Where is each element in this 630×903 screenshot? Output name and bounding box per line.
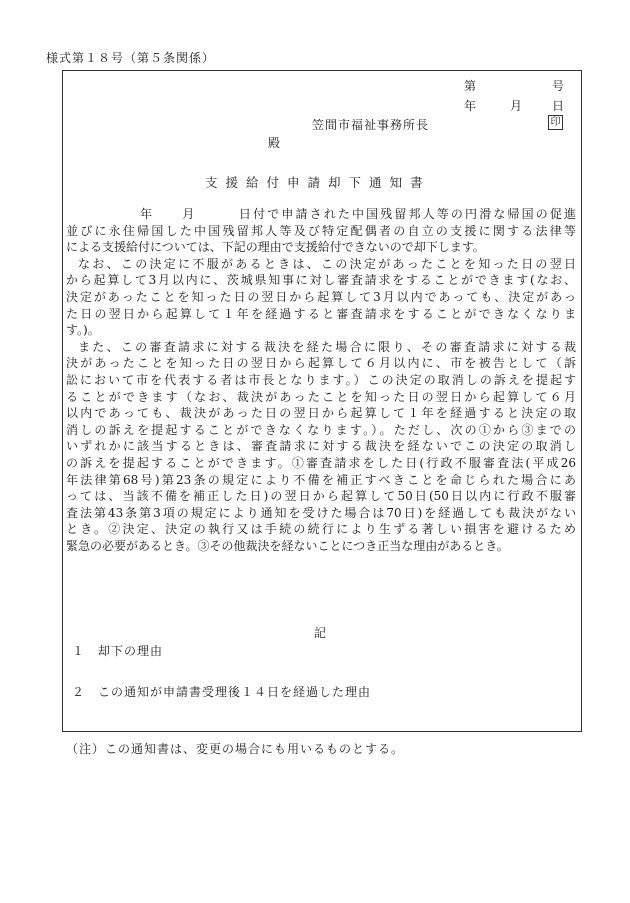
body-line: とき。②決定、決定の執行又は手続の続行により生ずる著しい損害を避けるため <box>66 522 576 537</box>
body-line: っては、当該不備を補正した日)の翌日から起算して50日(50日以内に行政不服審 <box>66 489 576 504</box>
notice-body <box>66 206 576 554</box>
body-line: 決定があったことを知った日の翌日から起算して3月以内であっても、決定があっ <box>66 289 576 304</box>
form-number-label: 様式第１８号（第５条関係） <box>46 51 216 65</box>
reason-item-1: １ 却下の理由 <box>72 644 164 658</box>
body-line: 訟において市を代表する者は市長となります。）この決定の取消しの訴えを提起す <box>66 372 576 387</box>
footnote: （注）この通知書は、変更の場合にも用いるものとする。 <box>66 742 405 756</box>
body-line: から起算して3月以内に、茨城県知事に対し審査請求をすることができます(なお、 <box>66 273 576 288</box>
body-line: 以内であっても、裁決があった日の翌日から起算して１年を経過すると決定の取 <box>66 406 576 421</box>
body-line: の訴えを提起することができます。①審査請求をした日(行政不服審査法(平成26 <box>66 455 576 470</box>
body-line: また、この審査請求に対する裁決を経た場合に限り、その審査請求に対する裁 <box>78 339 576 354</box>
body-line: ることができます（なお、裁決があったことを知った日の翌日から起算して６月 <box>66 389 576 404</box>
ki-heading: 記 <box>314 626 327 640</box>
body-line: いずれかに該当するときは、審査請求に対する裁決を経ないでこの決定の取消し <box>66 439 576 454</box>
body-line: 緊急の必要があるとき。③その他裁決を経ないことにつき正当な理由があるとき。 <box>66 538 509 553</box>
body-line: 決があったことを知った日の翌日から起算して６月以内に、市を被告として（訴 <box>66 356 576 371</box>
number-suffix: 号 <box>552 79 565 93</box>
date-month-label: 月 <box>510 99 523 113</box>
body-line: 年法律第68号)第23条の規定により不備を補正すべきことを命じられた場合にあ <box>66 472 576 487</box>
body-line: す。)。 <box>66 323 100 338</box>
body-line: 並びに永住帰国した中国残留邦人等及び特定配偶者の自立の支援に関する法律等 <box>66 223 576 238</box>
reason-item-2: ２ この通知が申請書受理後１４日を経過した理由 <box>72 685 372 699</box>
date-year-label: 年 <box>464 99 477 113</box>
body-line: なお、この決定に不服があるときは、この決定があったことを知った日の翌日 <box>78 256 576 271</box>
body-line: による支援給付については、下記の理由で支援給付できないので却下します。 <box>66 240 485 255</box>
addressee-honorific: 殿 <box>268 136 281 150</box>
body-line: 査法第43条第3項の規定により通知を受けた場合は70日)を経過しても裁決がない <box>66 505 576 520</box>
issuer-name: 笠間市福祉事務所長 <box>312 118 430 132</box>
date-day-label: 日 <box>552 99 565 113</box>
body-line: 年 月 日付で申請された中国残留邦人等の円滑な帰国の促進 <box>140 207 576 221</box>
seal-mark: 印 <box>548 115 563 130</box>
body-line: た日の翌日から起算して１年を経過すると審査請求をすることができなくなりま <box>66 306 576 321</box>
body-line: 消しの訴えを提起することができなくなります。）。ただし、次の①から③までの <box>66 422 576 437</box>
number-prefix: 第 <box>464 79 477 93</box>
document-title: 支援給付申請却下通知書 <box>205 175 431 190</box>
